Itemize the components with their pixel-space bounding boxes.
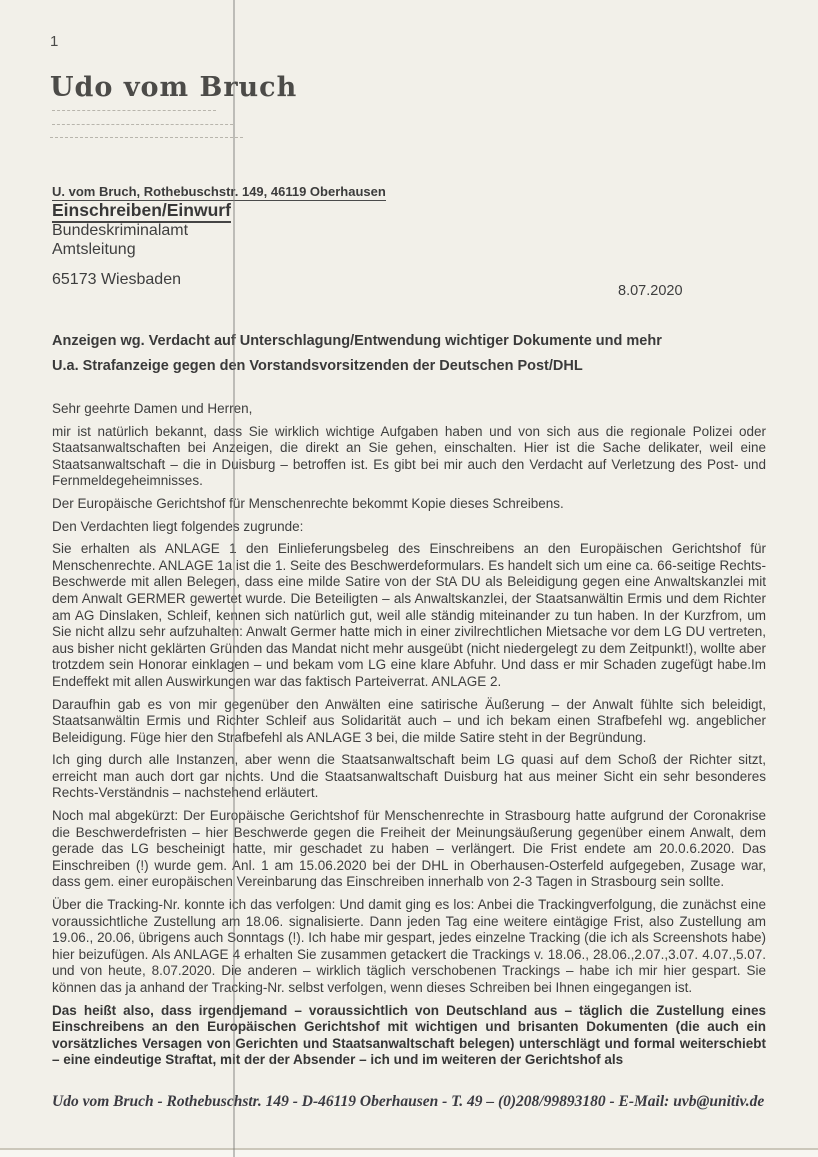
scanner-background-strip: [0, 1150, 818, 1157]
page-number: 1: [50, 33, 59, 50]
letterhead-rule-2: [52, 124, 233, 125]
footer-contact-line: Udo vom Bruch - Rothebuschstr. 149 - D-46119 Oberhausen - T. 49 – (0)208/99893180 - E-Mail: uvb@unitiv.de: [52, 1093, 765, 1110]
salutation: Sehr geehrte Damen und Herren,: [52, 401, 253, 416]
body-paragraph: Daraufhin gab es von mir gegenüber den Anwälten eine satirische Äußerung – der Anwalt fühlte sich beleidigt, Staatsanwältin Ermis und Richter Schleif aus Solidarität auch – und ich bekam einen Strafbefehl wg. angeblicher Beleidigung. Füge hier den Strafbefehl als ANLAGE 3 bei, die milde Satire steht in der Begründung.: [52, 696, 766, 745]
recipient-name: Bundeskriminalamt: [52, 222, 189, 239]
letter-body: [52, 401, 766, 1075]
body-paragraph: Sie erhalten als ANLAGE 1 den Einlieferungsbeleg des Einschreibens an den Europäischen Gerichtshof für Menschenrechte. ANLAGE 1a ist die 1. Seite des Beschwerdeformulars. Es handelt sich um eine ca. 66-seitige Rechts-Beschwerde mit allen Belegen, dass eine milde Satire von der StA DU als Beleidigung gegen eine Anwaltskanzlei mit dem Anwalt GERMER gewertet wurde. Die Beteiligten – als Anwaltskanzlei, der Staatsanwältin Ermis und dem Richter am AG Dinslaken, Schleif, kennen sich natürlich gut, weil alle ständig miteinander zu tun haben. In der Kurzfrom, um Sie nicht allzu sehr aufzuhalten: Anwalt Germer hatte mich in einer zivilrechtlichen Mietsache vor dem LG DU vertreten, aus bisher nicht geklärten Gründen das Mandat nicht mehr ausgeübt (nicht niedergelegt zu dem Zeitpunkt!), wollte aber trotzdem sein Honorar einklagen – und bekam vom LG eine klare Abfuhr. Und dass er mir Schaden zugefügt habe.Im Endeffekt mit allen Auswirkungen war das faktisch Parteiverrat. ANLAGE 2.: [52, 541, 766, 689]
subject-line-2: U.a. Strafanzeige gegen den Vorstandsvorsitzenden der Deutschen Post/DHL: [52, 358, 583, 374]
sender-address-line: U. vom Bruch, Rothebuschstr. 149, 46119 Oberhausen: [52, 184, 386, 199]
subject-block: [52, 333, 766, 374]
letterhead-rule-3: [50, 137, 243, 138]
letter-date: 8.07.2020: [618, 283, 683, 299]
letterhead-rule-1: [52, 110, 216, 111]
closing-bold-paragraph: Das heißt also, dass irgendjemand – voraussichtlich von Deutschland aus – täglich die Zustellung eines Einschreibens an den Europäischen Gerichtshof mit wichtigen und brisanten Dokumenten (die auch ein vorsätzliches Versagen von Gerichten und Staatsanwaltschaft belegen) unterschlägt und formal weiterschiebt – eine eindeutige Straftat, mit der der Absender – ich und im weiteren der Gerichtshof als: [52, 1002, 766, 1068]
subject-line-1: Anzeigen wg. Verdacht auf Unterschlagung/Entwendung wichtiger Dokumente und mehr: [52, 333, 662, 349]
body-paragraph: Noch mal abgekürzt: Der Europäische Gerichtshof für Menschenrechte in Strasbourg hatte aufgrund der Coronakrise die Beschwerdefristen – hier Beschwerde gegen die Freiheit der Meinungsäußerung gegenüber einem Anwalt, dem gerade das LG bescheinigt hatte, mir geschadet zu haben – verlängert. Die Frist endete am 20.0.6.2020. Das Einschreiben (!) wurde gem. Anl. 1 am 15.06.2020 bei der DHL in Oberhausen-Osterfeld aufgegeben, Zusage war, dass gem. einer europäischen Vereinbarung das Einschreiben innerhalb von 2-3 Tagen in Strasbourg sein sollte.: [52, 808, 766, 890]
body-paragraph: Den Verdachten liegt folgendes zugrunde:: [52, 518, 304, 534]
body-paragraph: Der Europäische Gerichtshof für Menschenrechte bekommt Kopie dieses Schreibens.: [52, 495, 564, 511]
paper-bottom-edge: [0, 1148, 818, 1150]
body-paragraph: Über die Tracking-Nr. konnte ich das verfolgen: Und damit ging es los: Anbei die Trackingverfolgung, die zunächst eine voraussichtliche Zustellung am 18.06. signalisierte. Dann jeden Tag eine weitere eintägige Frist, also Zustellung am 19.06., 20.06, übrigens auch Sonntags (!). Ich habe mir gespart, jedes einzelne Tracking (die ich als Screenshots habe) hier beizufügen. Als ANLAGE 4 erhalten Sie zusammen getackert die Trackings v. 18.06., 28.06.,2.07.,3.07. 4.07.,5.07. und von heute, 8.07.2020. Die anderen – wirklich täglich verschobenen Trackings – habe ich mir hier gespart. Sie können das ja anhand der Tracking-Nr. selbst verfolgen, wenn dieses Schreiben bei Ihnen eingegangen ist.: [52, 897, 766, 995]
delivery-type-label: Einschreiben/Einwurf: [52, 200, 231, 223]
recipient-city: 65173 Wiesbaden: [52, 271, 181, 288]
body-paragraph: mir ist natürlich bekannt, dass Sie wirklich wichtige Aufgaben haben und von sich aus die regionale Polizei oder Staatsanwaltschaften bei Anzeigen, die direkt an Sie gehen, einschalten. Hier ist die Sache delikater, weil eine Staatsanwaltschaft – die in Duisburg – betroffen ist. Es gibt bei mir auch den Verdacht auf Verletzung des Post- und Fernmeldegeheimnisses.: [52, 423, 766, 489]
recipient-department: Amtsleitung: [52, 241, 136, 258]
scan-fold-line: [233, 0, 235, 1157]
body-paragraph: Ich ging durch alle Instanzen, aber wenn die Staatsanwaltschaft beim LG quasi auf dem Schoß der Richter sitzt, erreicht man auch dort gar nichts. Und die Staatsanwaltschaft Duisburg hat aus meiner Sicht ein sehr besonderes Rechts-Verständnis – nachstehend erläutert.: [52, 752, 766, 801]
letterhead-name: Udo vom Bruch: [50, 72, 298, 103]
